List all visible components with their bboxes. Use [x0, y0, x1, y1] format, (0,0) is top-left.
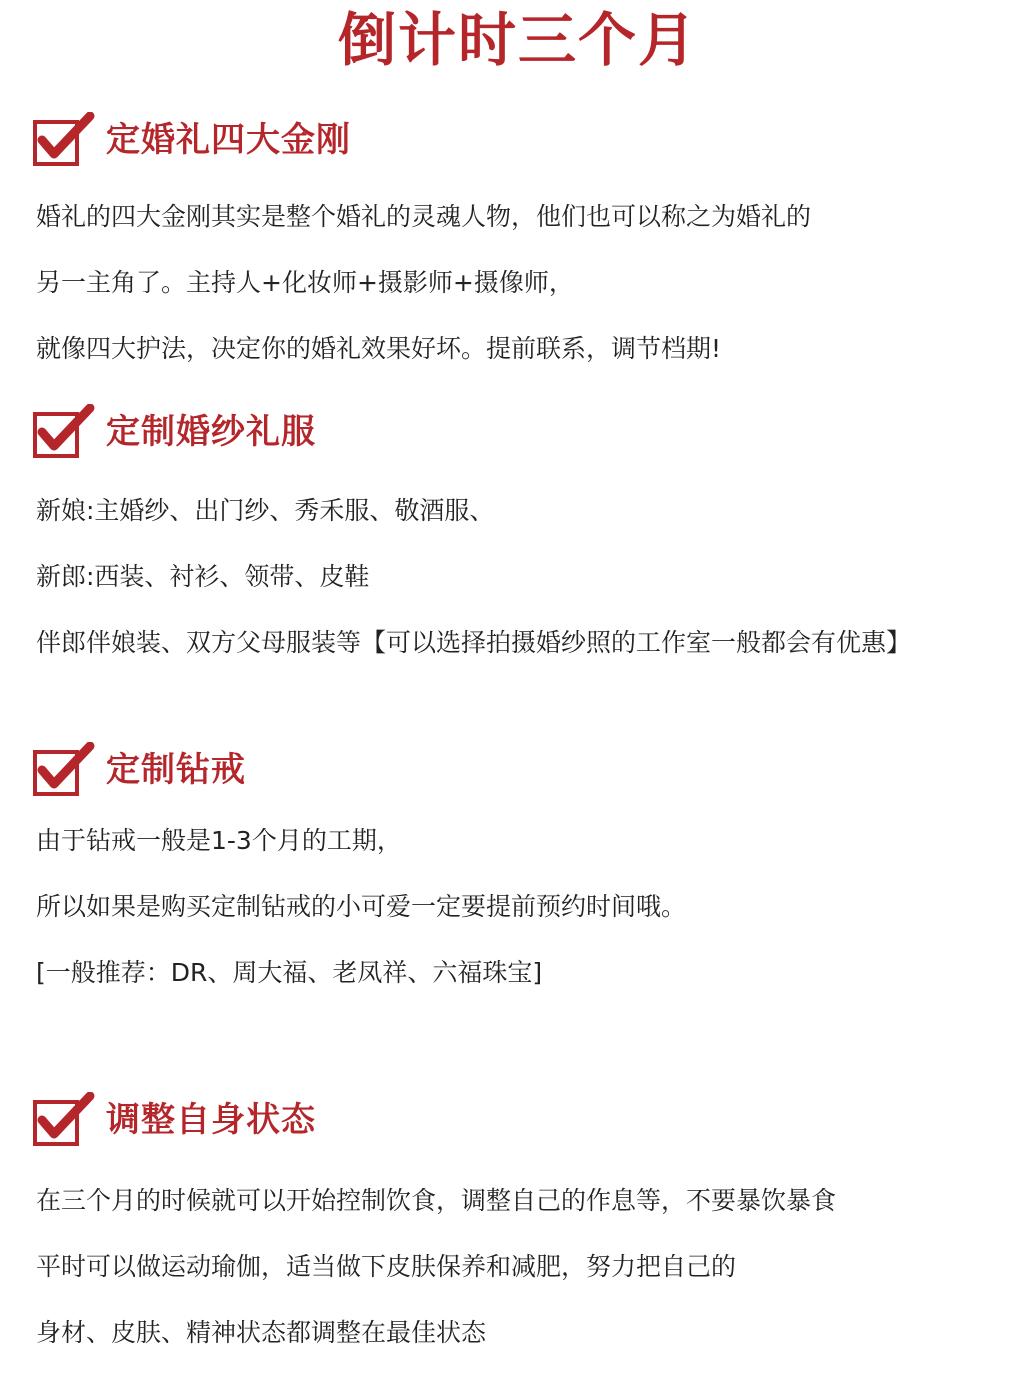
- section-4-line-3: 身材、皮肤、精神状态都调整在最佳状态: [36, 1318, 487, 1347]
- section-1-line-3: 就像四大护法，决定你的婚礼效果好坏。提前联系，调节档期!: [36, 334, 722, 363]
- checkbox-checked-icon: [32, 112, 96, 168]
- section-2-line-2: 新郎:西装、衬衫、领带、皮鞋: [36, 562, 370, 591]
- section-heading-text: 定制婚纱礼服: [106, 412, 316, 452]
- section-heading-wedding-team: [32, 110, 351, 170]
- section-3-line-2: 所以如果是购买定制钻戒的小可爱一定要提前预约时间哦。: [36, 892, 687, 921]
- section-3-line-1: 由于钻戒一般是1-3个月的工期，: [36, 826, 402, 855]
- checkbox-checked-icon: [32, 1092, 96, 1148]
- section-heading-wedding-dress: [32, 402, 316, 462]
- section-heading-text: 调整自身状态: [106, 1100, 316, 1140]
- checkbox-checked-icon: [32, 742, 96, 798]
- section-4-line-1: 在三个月的时候就可以开始控制饮食，调整自己的作息等，不要暴饮暴食: [36, 1186, 837, 1215]
- page-title: 倒计时三个月: [337, 6, 698, 74]
- section-1-line-2: 另一主角了。主持人+化妆师+摄影师+摄像师，: [36, 268, 574, 297]
- section-heading-text: 定婚礼四大金刚: [106, 120, 351, 160]
- section-heading-self-care: [32, 1090, 316, 1150]
- section-heading-text: 定制钻戒: [106, 750, 246, 790]
- checkbox-checked-icon: [32, 404, 96, 460]
- section-4-line-2: 平时可以做运动瑜伽，适当做下皮肤保养和减肥，努力把自己的: [36, 1252, 737, 1281]
- section-heading-ring: [32, 740, 246, 800]
- section-3-line-3: [一般推荐：DR、周大福、老凤祥、六福珠宝]: [36, 958, 543, 987]
- section-1-line-1: 婚礼的四大金刚其实是整个婚礼的灵魂人物，他们也可以称之为婚礼的: [36, 202, 812, 231]
- section-2-line-3: 伴郎伴娘装、双方父母服装等【可以选择拍摄婚纱照的工作室一般都会有优惠】: [36, 628, 912, 657]
- section-2-line-1: 新娘:主婚纱、出门纱、秀禾服、敬酒服、: [36, 496, 495, 525]
